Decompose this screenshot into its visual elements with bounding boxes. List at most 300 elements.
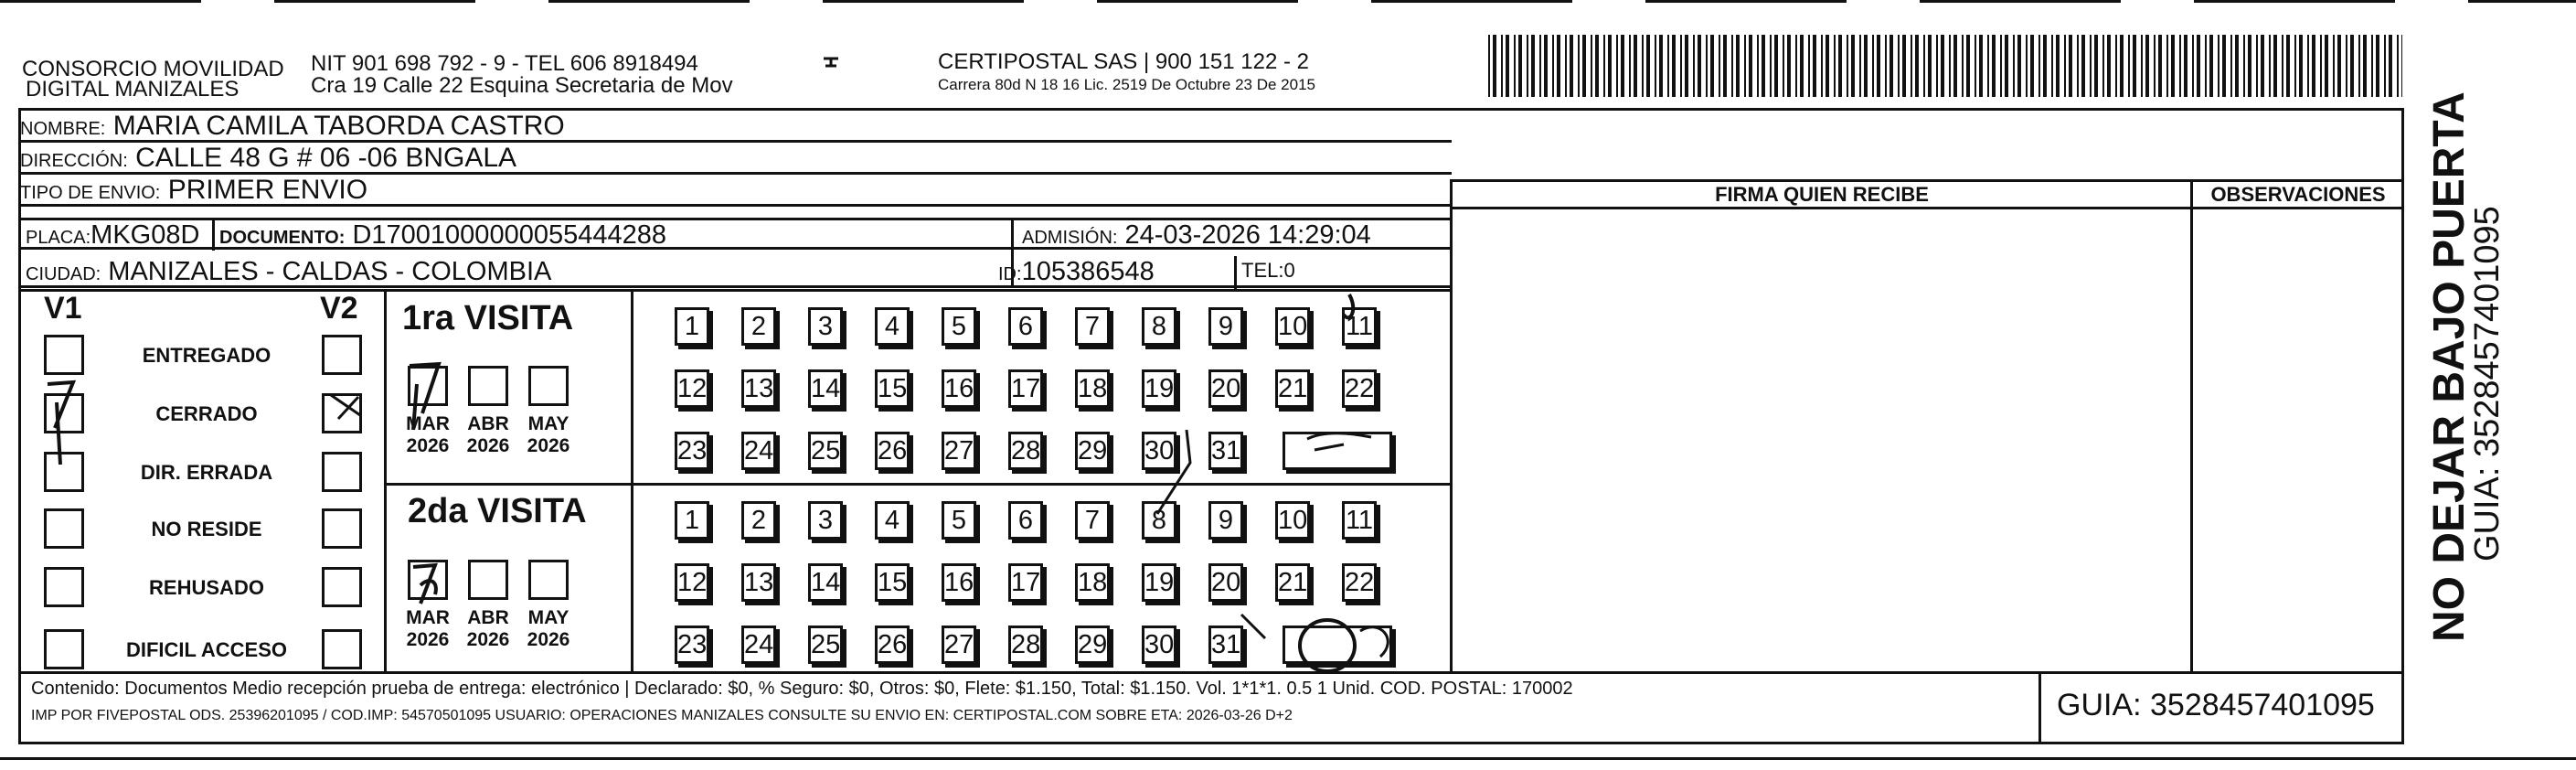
day-box[interactable]: 9 xyxy=(1208,501,1243,540)
barcode-bar xyxy=(2069,35,2072,97)
barcode-bar xyxy=(1962,35,1964,97)
day-box[interactable]: 18 xyxy=(1075,369,1110,408)
barcode-bar xyxy=(1685,35,1688,97)
day-box[interactable]: 4 xyxy=(875,501,910,540)
barcode-bar xyxy=(2248,35,2251,97)
barcode-bar xyxy=(1902,35,1906,97)
barcode-bar xyxy=(1603,35,1605,97)
day-box[interactable]: 7 xyxy=(1075,307,1110,346)
document-label: DOCUMENTO: xyxy=(219,228,346,248)
name-label: NOMBRE: xyxy=(20,119,106,139)
day-box[interactable]: 29 xyxy=(1075,432,1110,470)
document-cell xyxy=(219,220,666,251)
barcode-bar xyxy=(1501,35,1503,97)
day-box[interactable]: 18 xyxy=(1075,563,1110,602)
status-v1-checkbox[interactable] xyxy=(44,629,84,669)
year-label: 2026 xyxy=(527,435,570,456)
footer-divider xyxy=(2038,671,2041,744)
day-box[interactable]: 12 xyxy=(675,369,709,408)
barcode-bar xyxy=(2312,35,2315,97)
company-name-line1: CONSORCIO MOVILIDAD xyxy=(22,57,284,81)
day-box[interactable]: 3 xyxy=(808,501,843,540)
day-box[interactable]: 6 xyxy=(1008,501,1043,540)
barcode-bar xyxy=(2235,35,2239,97)
barcode-bar xyxy=(1544,35,1548,97)
signature-divider xyxy=(1450,179,1453,671)
tel-label: TEL: xyxy=(1241,259,1284,282)
day-box[interactable]: 10 xyxy=(1275,501,1310,540)
day-box[interactable]: 9 xyxy=(1208,307,1243,346)
barcode-bar xyxy=(1953,35,1957,97)
visit-divider xyxy=(631,289,633,671)
barcode-bar xyxy=(1923,35,1925,97)
status-label: CERRADO xyxy=(155,402,258,425)
barcode-bar xyxy=(1987,35,1989,97)
signature-top-line xyxy=(1450,179,2404,182)
barcode-bar xyxy=(1706,35,1708,97)
barcode-bar xyxy=(1646,35,1650,97)
barcode-bar xyxy=(1634,35,1637,97)
barcode-bar xyxy=(1787,35,1791,97)
barcode-bar xyxy=(1889,35,1893,97)
first-visit-title: 1ra VISITA xyxy=(402,299,574,337)
day-box[interactable]: 11 xyxy=(1342,501,1377,540)
day-box[interactable]: 27 xyxy=(942,432,976,470)
recipient-address: CALLE 48 G # 06 -06 BNGALA xyxy=(135,143,517,173)
barcode-bar xyxy=(1885,35,1887,97)
footer-top-line xyxy=(20,671,2404,674)
barcode-bar xyxy=(2209,35,2213,97)
day-box[interactable]: 5 xyxy=(942,501,976,540)
top-edge xyxy=(0,0,2576,3)
day-box[interactable]: 26 xyxy=(875,626,910,664)
barcode-bar xyxy=(2376,35,2379,97)
month-checkbox[interactable] xyxy=(468,560,508,600)
barcode-bar xyxy=(1539,35,1541,97)
day-box[interactable]: 21 xyxy=(1275,563,1310,602)
barcode-bar xyxy=(1680,35,1682,97)
barcode-bar xyxy=(1936,35,1938,97)
barcode-bar xyxy=(2013,35,2015,97)
day-box[interactable]: 6 xyxy=(1008,307,1043,346)
day-box[interactable]: 20 xyxy=(1208,563,1243,602)
barcode-bar xyxy=(1488,35,1490,97)
barcode-bar xyxy=(1710,35,1714,97)
barcode-bar xyxy=(2384,35,2386,97)
year-label: 2026 xyxy=(406,435,450,456)
v2-label: V2 xyxy=(320,291,358,326)
barcode-bar xyxy=(1992,35,1996,97)
barcode-bar xyxy=(1582,35,1586,97)
id-label: ID: xyxy=(998,264,1022,284)
status-top-line xyxy=(20,289,1452,292)
barcode-bar xyxy=(1915,35,1919,97)
barcode-bar xyxy=(1966,35,1970,97)
address-row xyxy=(20,143,1452,175)
day-box[interactable]: 17 xyxy=(1008,563,1043,602)
day-box[interactable]: 14 xyxy=(808,563,843,602)
day-box[interactable]: 23 xyxy=(675,626,709,664)
barcode-bar xyxy=(2017,35,2021,97)
barcode-bar xyxy=(1872,35,1874,97)
day-box[interactable]: 11 xyxy=(1342,307,1377,346)
barcode-bar xyxy=(1557,35,1560,97)
barcode-bar xyxy=(1770,35,1772,97)
day-box[interactable]: 22 xyxy=(1342,369,1377,408)
month-label: MAR xyxy=(406,607,450,628)
barcode-bar xyxy=(1506,35,1509,97)
barcode-bar xyxy=(2401,35,2402,97)
barcode-bar xyxy=(1834,35,1836,97)
month-checkbox[interactable] xyxy=(528,560,569,600)
barcode-bar xyxy=(1813,35,1816,97)
barcode-bar xyxy=(2397,35,2399,97)
barcode-bar xyxy=(2218,35,2219,97)
barcode-bar xyxy=(1898,35,1900,97)
barcode-bar xyxy=(1762,35,1765,97)
divider xyxy=(212,218,215,251)
status-v2-checkbox[interactable] xyxy=(322,393,362,433)
barcode-bar xyxy=(1928,35,1932,97)
barcode-bar xyxy=(2337,35,2341,97)
barcode-bar xyxy=(2000,35,2002,97)
day-box[interactable]: 1 xyxy=(675,501,709,540)
barcode-bar xyxy=(1518,35,1522,97)
observations-title: OBSERVACIONES xyxy=(2210,183,2386,206)
barcode-bar xyxy=(2115,35,2117,97)
barcode-bar xyxy=(1493,35,1496,97)
day-box[interactable]: 19 xyxy=(1142,369,1176,408)
status-v1-checkbox[interactable] xyxy=(44,567,84,607)
plate-cell xyxy=(26,220,199,251)
status-label: DIFICIL ACCESO xyxy=(125,638,287,661)
carrier-address: Carrera 80d N 18 16 Lic. 2519 De Octubre 23 De 2015 xyxy=(938,76,1315,93)
barcode-bar xyxy=(1723,35,1727,97)
barcode-bar xyxy=(2222,35,2226,97)
barcode-bar xyxy=(2282,35,2283,97)
barcode-bar xyxy=(1667,35,1669,97)
barcode-bar xyxy=(1847,35,1848,97)
signature-title: FIRMA QUIEN RECIBE xyxy=(1715,183,1929,206)
year-label: 2026 xyxy=(406,629,450,650)
barcode-bar xyxy=(2294,35,2296,97)
barcode-bar xyxy=(2333,35,2335,97)
barcode-bar xyxy=(2077,35,2079,97)
month-label: MAR xyxy=(406,413,450,434)
barcode-bar xyxy=(2358,35,2360,97)
day-box[interactable]: 31 xyxy=(1208,432,1243,470)
day-box[interactable]: 13 xyxy=(741,563,776,602)
barcode-bar xyxy=(1595,35,1599,97)
day-box[interactable]: 25 xyxy=(808,626,843,664)
day-box[interactable]: 21 xyxy=(1275,369,1310,408)
year-label: 2026 xyxy=(466,435,510,456)
month-checkbox[interactable] xyxy=(528,366,569,406)
no-under-door-warning: NO DEJAR BAJO PUERTA xyxy=(2425,91,2474,642)
barcode-bar xyxy=(1757,35,1759,97)
barcode-bar xyxy=(1552,35,1554,97)
day-box[interactable]: 25 xyxy=(808,432,843,470)
barcode-bar xyxy=(1800,35,1804,97)
barcode-bar xyxy=(1672,35,1676,97)
barcode-bar xyxy=(2090,35,2092,97)
month-label: ABR xyxy=(467,607,509,628)
barcode-bar xyxy=(2179,35,2181,97)
barcode-bar xyxy=(1655,35,1656,97)
carrier-logo-icon xyxy=(821,53,841,80)
barcode-bar xyxy=(2184,35,2187,97)
barcode-bar xyxy=(1736,35,1740,97)
day-box[interactable]: 22 xyxy=(1342,563,1377,602)
barcode-bar xyxy=(2325,35,2328,97)
barcode-bar xyxy=(1877,35,1880,97)
day-box[interactable]: 16 xyxy=(942,563,976,602)
barcode-bar xyxy=(2158,35,2162,97)
name-row xyxy=(20,111,1452,143)
barcode-bar xyxy=(2102,35,2104,97)
second-visit-title: 2da VISITA xyxy=(408,492,587,530)
barcode-bar xyxy=(1659,35,1663,97)
month-checkbox[interactable] xyxy=(408,560,448,600)
barcode-bar xyxy=(2064,35,2066,97)
id-cell xyxy=(998,257,1155,287)
nit-line: NIT 901 698 792 - 9 - TEL 606 8918494 xyxy=(311,51,698,76)
barcode-bar xyxy=(2154,35,2156,97)
type-row xyxy=(20,175,1452,207)
day-box[interactable]: 15 xyxy=(875,369,910,408)
day-box[interactable]: 24 xyxy=(741,432,776,470)
day-box[interactable]: 16 xyxy=(942,369,976,408)
status-v1-checkbox[interactable] xyxy=(44,452,84,492)
status-v1-checkbox[interactable] xyxy=(44,393,84,433)
tel-cell xyxy=(1241,259,1295,283)
month-checkbox[interactable] xyxy=(468,366,508,406)
barcode-bar xyxy=(1774,35,1778,97)
barcode-bar xyxy=(1975,35,1976,97)
footer-guia: GUIA: 3528457401095 xyxy=(2057,688,2375,722)
year-label: 2026 xyxy=(466,629,510,650)
admission-label: ADMISIÓN: xyxy=(1022,228,1118,248)
day-box[interactable]: 3 xyxy=(808,307,843,346)
barcode-bar xyxy=(2389,35,2392,97)
barcode-bar xyxy=(2256,35,2258,97)
day-box[interactable]: 26 xyxy=(875,432,910,470)
barcode-bar xyxy=(1578,35,1580,97)
city-cell xyxy=(26,257,551,287)
barcode-bar xyxy=(1821,35,1823,97)
barcode-bar xyxy=(2320,35,2322,97)
barcode-bar xyxy=(1749,35,1752,97)
plate-value: MKG08D xyxy=(90,220,200,250)
address-label: DIRECCIÓN: xyxy=(20,151,128,171)
day-box[interactable]: 8 xyxy=(1142,307,1176,346)
status-label: NO RESIDE xyxy=(151,518,262,540)
extra-day-box[interactable] xyxy=(1283,626,1392,664)
barcode-bar xyxy=(1531,35,1535,97)
day-box[interactable]: 31 xyxy=(1208,626,1243,664)
barcode-bar xyxy=(2273,35,2277,97)
barcode-bar xyxy=(1941,35,1944,97)
barcode-bar xyxy=(1859,35,1861,97)
barcode-bar xyxy=(1795,35,1797,97)
status-v1-checkbox[interactable] xyxy=(44,335,84,375)
tel-value: 0 xyxy=(1283,259,1295,282)
barcode-bar xyxy=(1838,35,1842,97)
barcode-bar xyxy=(2133,35,2136,97)
barcode-bar xyxy=(2030,35,2034,97)
day-box[interactable]: 14 xyxy=(808,369,843,408)
barcode-bar xyxy=(1719,35,1720,97)
day-box[interactable]: 5 xyxy=(942,307,976,346)
barcode-bar xyxy=(1979,35,1983,97)
barcode-bar xyxy=(2307,35,2309,97)
day-box[interactable]: 28 xyxy=(1008,626,1043,664)
barcode-bar xyxy=(1616,35,1618,97)
status-v2-checkbox[interactable] xyxy=(322,508,362,549)
day-box[interactable]: 15 xyxy=(875,563,910,602)
barcode-bar xyxy=(1642,35,1644,97)
barcode-bar xyxy=(2094,35,2098,97)
year-label: 2026 xyxy=(527,629,570,650)
sender-address: Cra 19 Calle 22 Esquina Secretaria de Mov xyxy=(311,73,733,98)
barcode-bar xyxy=(2081,35,2085,97)
barcode-bar xyxy=(1949,35,1951,97)
side-guia: GUIA: 3528457401095 xyxy=(2468,206,2507,561)
admission-cell xyxy=(1022,220,1371,251)
day-box[interactable]: 2 xyxy=(741,307,776,346)
signature-header-line xyxy=(1450,207,2404,209)
barcode-bar xyxy=(2166,35,2168,97)
day-box[interactable]: 8 xyxy=(1142,501,1176,540)
day-box[interactable]: 17 xyxy=(1008,369,1043,408)
barcode-bar xyxy=(2171,35,2175,97)
month-checkbox[interactable] xyxy=(408,366,448,406)
day-box[interactable]: 4 xyxy=(875,307,910,346)
barcode-bar xyxy=(2205,35,2207,97)
barcode-bar xyxy=(2350,35,2354,97)
carrier-line: CERTIPOSTAL SAS | 900 151 122 - 2 xyxy=(938,49,1309,74)
barcode-bar xyxy=(2299,35,2303,97)
barcode-bar xyxy=(1744,35,1746,97)
status-v1-checkbox[interactable] xyxy=(44,508,84,549)
admission-value: 24-03-2026 14:29:04 xyxy=(1124,220,1371,250)
day-box[interactable]: 7 xyxy=(1075,501,1110,540)
day-box[interactable]: 23 xyxy=(675,432,709,470)
barcode-bar xyxy=(2005,35,2008,97)
footer-printed: IMP POR FIVEPOSTAL ODS. 25396201095 / COD.IMP: 54570501095 USUARIO: OPERACIONES MANIZALES CONSULTE SU ENVIO EN: CERTIPOSTAL.COM SOBRE ETA: 2026-03-26 D+2 xyxy=(31,708,1293,723)
barcode-bar xyxy=(1591,35,1592,97)
barcode-bar xyxy=(2286,35,2290,97)
status-v2-checkbox[interactable] xyxy=(322,452,362,492)
barcode-bar xyxy=(2197,35,2200,97)
barcode-bar xyxy=(2371,35,2373,97)
divider xyxy=(1234,256,1237,289)
cut-line xyxy=(0,757,2576,760)
status-label: REHUSADO xyxy=(149,576,264,599)
barcode-bar xyxy=(2363,35,2367,97)
barcode-bar xyxy=(2051,35,2053,97)
barcode-bar xyxy=(2026,35,2028,97)
barcode-bar xyxy=(2128,35,2130,97)
barcode-bar xyxy=(1608,35,1612,97)
barcode-bar xyxy=(2056,35,2060,97)
city-label: CIUDAD: xyxy=(26,264,101,284)
status-v2-checkbox[interactable] xyxy=(322,335,362,375)
barcode-bar xyxy=(1783,35,1784,97)
recipient-name: MARIA CAMILA TABORDA CASTRO xyxy=(112,111,565,141)
barcode-bar xyxy=(2243,35,2245,97)
barcode-bar xyxy=(1629,35,1631,97)
day-box[interactable]: 24 xyxy=(741,626,776,664)
barcode-bar xyxy=(2038,35,2040,97)
barcode-bar xyxy=(2120,35,2124,97)
barcode-bar xyxy=(1698,35,1701,97)
barcode-bar xyxy=(1514,35,1516,97)
barcode-bar xyxy=(1527,35,1528,97)
footer-contents: Contenido: Documentos Medio recepción prueba de entrega: electrónico | Declarado: $0, % Seguro: $0, Otros: $0, Flete: $1.150, Total: $1.150. Vol. 1*1*1. 0.5 1 Unid. COD. POSTAL: 170002 xyxy=(31,679,1573,699)
observations-divider xyxy=(2190,179,2193,671)
barcode-bar xyxy=(1911,35,1912,97)
barcode-bar xyxy=(2141,35,2143,97)
day-box[interactable]: 29 xyxy=(1075,626,1110,664)
month-label: MAY xyxy=(527,413,569,434)
barcode-bar xyxy=(1565,35,1567,97)
barcode-bar xyxy=(1693,35,1695,97)
day-box[interactable]: 28 xyxy=(1008,432,1043,470)
status-divider xyxy=(384,289,387,671)
v1-label: V1 xyxy=(44,291,82,326)
day-box[interactable]: 19 xyxy=(1142,563,1176,602)
barcode-bar xyxy=(2346,35,2347,97)
month-label: ABR xyxy=(467,413,509,434)
day-box[interactable]: 30 xyxy=(1142,432,1176,470)
day-box[interactable]: 30 xyxy=(1142,626,1176,664)
document-value: D17001000000055444288 xyxy=(352,220,666,250)
extra-day-box[interactable] xyxy=(1283,432,1392,470)
day-box[interactable]: 12 xyxy=(675,563,709,602)
barcode-bar xyxy=(1864,35,1868,97)
barcode xyxy=(1488,35,2402,97)
barcode-bar xyxy=(1570,35,1573,97)
day-box[interactable]: 1 xyxy=(675,307,709,346)
barcode-bar xyxy=(2230,35,2232,97)
id-value: 105386548 xyxy=(1021,257,1155,286)
day-box[interactable]: 20 xyxy=(1208,369,1243,408)
month-label: MAY xyxy=(527,607,569,628)
day-box[interactable]: 10 xyxy=(1275,307,1310,346)
day-box[interactable]: 2 xyxy=(741,501,776,540)
barcode-bar xyxy=(2107,35,2111,97)
barcode-bar xyxy=(2043,35,2047,97)
barcode-bar xyxy=(2145,35,2149,97)
barcode-bar xyxy=(1826,35,1829,97)
day-box[interactable]: 13 xyxy=(741,369,776,408)
barcode-bar xyxy=(1731,35,1733,97)
type-label: TIPO DE ENVIO: xyxy=(20,183,161,203)
status-label: ENTREGADO xyxy=(142,344,271,367)
visit-middle-line xyxy=(387,483,1452,486)
shipment-type: PRIMER ENVIO xyxy=(167,175,368,205)
status-v2-checkbox[interactable] xyxy=(322,629,362,669)
company-name-line2: DIGITAL MANIZALES xyxy=(26,77,240,102)
status-label: DIR. ERRADA xyxy=(140,461,273,484)
barcode-bar xyxy=(1621,35,1624,97)
barcode-bar xyxy=(1808,35,1810,97)
city-value: MANIZALES - CALDAS - COLOMBIA xyxy=(108,257,552,286)
barcode-bar xyxy=(2269,35,2271,97)
status-v2-checkbox[interactable] xyxy=(322,567,362,607)
day-box[interactable]: 27 xyxy=(942,626,976,664)
